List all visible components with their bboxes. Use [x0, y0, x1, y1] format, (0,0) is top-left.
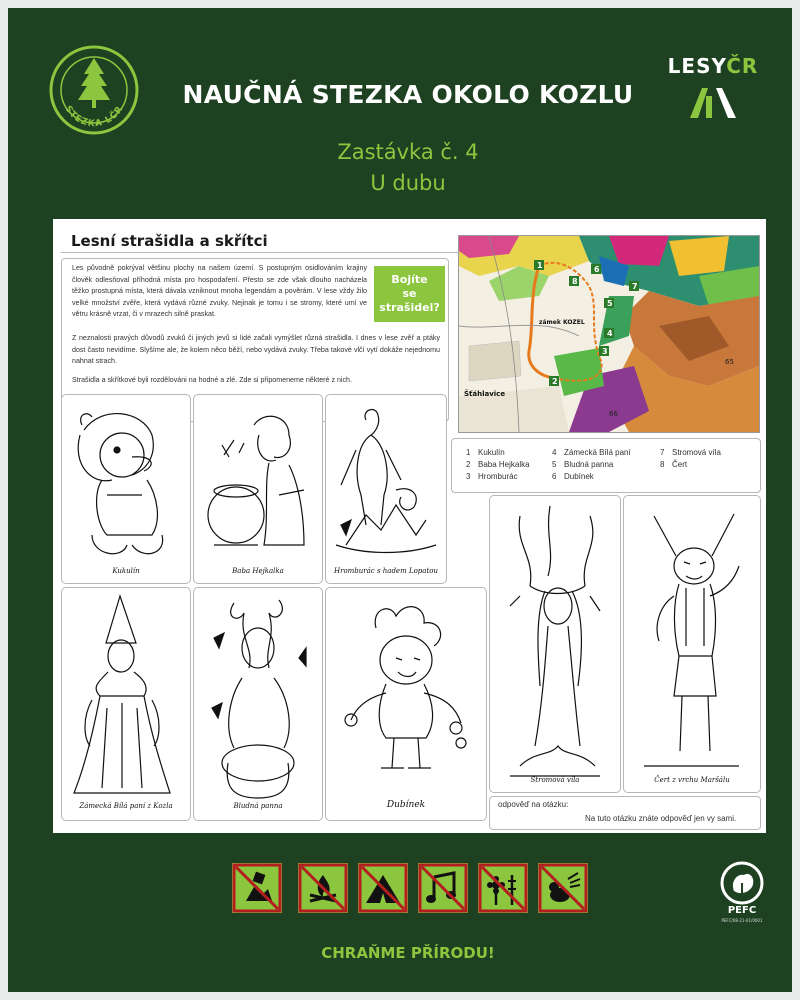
logo-text: STEZKA LČR [62, 104, 126, 130]
intro-paragraph-1: Les původně pokrýval většinu plochy na našem území. S postupným osidlováním krajiny člověk odlesňoval příhodná místa pro hospodaření. Přesto se zde však dlouho nacházela těžko prostupná místa, která dávala vzniknout mnoha legendám a pověrám. V lese vždy žilo velké množství zvěře, která vydává různé zvuky. Nejinak je tomu i se stromy, které umí ve větru krásně vrzat, či v mrazech silně praskat. [72, 264, 367, 318]
map-label-village: Šťáhlavice [464, 390, 506, 398]
stop-number: Zastávka č. 4 [337, 140, 479, 164]
legend-item: 8 Čert [660, 460, 688, 469]
card-kukulin [61, 394, 191, 584]
legend-item: 3 Hromburác [466, 472, 518, 481]
map-point-6: 6 [594, 265, 600, 274]
caption-dubinek: Dubínek [386, 800, 426, 810]
answer-label: odpověď na otázku: [498, 800, 569, 809]
card-bludna-panna [193, 587, 323, 821]
caption-bila-pani: Zámecká Bílá paní z Kozla [79, 802, 173, 810]
section-title: Lesní strašidla a skřítci [71, 232, 268, 250]
board-title: NAUČNÁ STEZKA OKOLO KOZLU [182, 80, 634, 109]
no-fire-icon [298, 863, 348, 913]
map-point-5: 5 [607, 299, 613, 308]
stezka-lcr-logo [48, 44, 140, 136]
no-camping-icon [358, 863, 408, 913]
caption-hromburac: Hromburác s hadem Lopatou [334, 567, 438, 575]
card-baba-hejkalka [193, 394, 323, 584]
answer-box [489, 796, 761, 830]
map-legend [451, 438, 761, 493]
map-label-castle: zámek KOZEL [539, 319, 585, 326]
legend-item: 6 Dubínek [552, 472, 594, 481]
map-plot-66: 66 [609, 410, 618, 418]
cert-drawing [624, 496, 760, 792]
map-point-8: 8 [572, 277, 578, 286]
baba-hejkalka-drawing [194, 395, 322, 583]
stromova-vila-drawing [490, 496, 620, 792]
map-plot-65: 65 [725, 358, 734, 366]
pefc-code: PEFC/08-21-01/0001 [721, 918, 763, 923]
caption-bludna-panna: Bludná panna [233, 802, 283, 810]
intro-paragraph-2: Z neznalosti pravých důvodů zvuků či jiných jevů si lidé začali vymýšlet různá strašidla. I dnes v lese zvěř a ptáky dost často nevidíme. Slyšíme ale, že kolem něco běží, nebo vydává zvuky. Třeba takové vlčí vytí dokáže nejednomu nahnat strach. [72, 334, 440, 365]
pefc-tree-icon [712, 861, 772, 905]
legend-item: 2 Baba Hejkalka [466, 460, 530, 469]
card-stromova-vila [489, 495, 621, 793]
kukulin-drawing [62, 395, 190, 583]
intro-paragraph-3: Strašidla a skřítkové byli rozdělováni na hodné a zlé. Zde si připomeneme některé z nich. [72, 376, 352, 384]
caption-stromova-vila: Stromová víla [530, 776, 580, 784]
lesy-cr-mark-icon [688, 84, 738, 120]
map-point-2: 2 [552, 377, 558, 386]
bila-pani-drawing [62, 588, 190, 820]
legend-item: 1 Kukulín [466, 448, 505, 457]
card-dubinek [325, 587, 487, 821]
footer-slogan: CHRAŇME PŘÍRODU! [321, 944, 495, 962]
no-disturbing-animals-icon [538, 863, 588, 913]
legend-item: 7 Stromová víla [660, 448, 721, 457]
map-point-7: 7 [632, 282, 638, 291]
question-badge: Bojíte se strašidel? [374, 266, 445, 322]
bludna-panna-drawing [194, 588, 322, 820]
forest-map [458, 235, 760, 433]
map-point-4: 4 [607, 329, 613, 338]
caption-kukulin: Kukulín [112, 567, 140, 575]
no-picking-icon [478, 863, 528, 913]
content-panel [53, 219, 766, 833]
caption-cert: Čert z vrchu Maršálu [654, 776, 730, 784]
lesy-cr-logo [658, 48, 768, 128]
pefc-logo [712, 861, 772, 931]
brand-lesy: LESY [667, 54, 727, 78]
caption-baba-hejkalka: Baba Hejkalka [232, 567, 284, 575]
section-divider [61, 252, 461, 253]
card-hromburac [325, 394, 447, 584]
card-zamecka-bila-pani [61, 587, 191, 821]
pefc-label: PEFC [727, 905, 757, 916]
stop-name: U dubu [370, 171, 446, 195]
hromburac-drawing [326, 395, 446, 583]
card-cert [623, 495, 761, 793]
brand-cr: ČR [726, 54, 759, 78]
legend-item: 5 Bludná panna [552, 460, 614, 469]
map-point-3: 3 [602, 347, 608, 356]
map-point-1: 1 [537, 261, 543, 270]
legend-item: 4 Zámecká Bílá paní [552, 448, 631, 457]
answer-text: Na tuto otázku znáte odpověď jen vy sami. [585, 814, 737, 823]
no-waste-icon [232, 863, 282, 913]
no-noise-icon [418, 863, 468, 913]
dubinek-drawing [326, 588, 486, 820]
